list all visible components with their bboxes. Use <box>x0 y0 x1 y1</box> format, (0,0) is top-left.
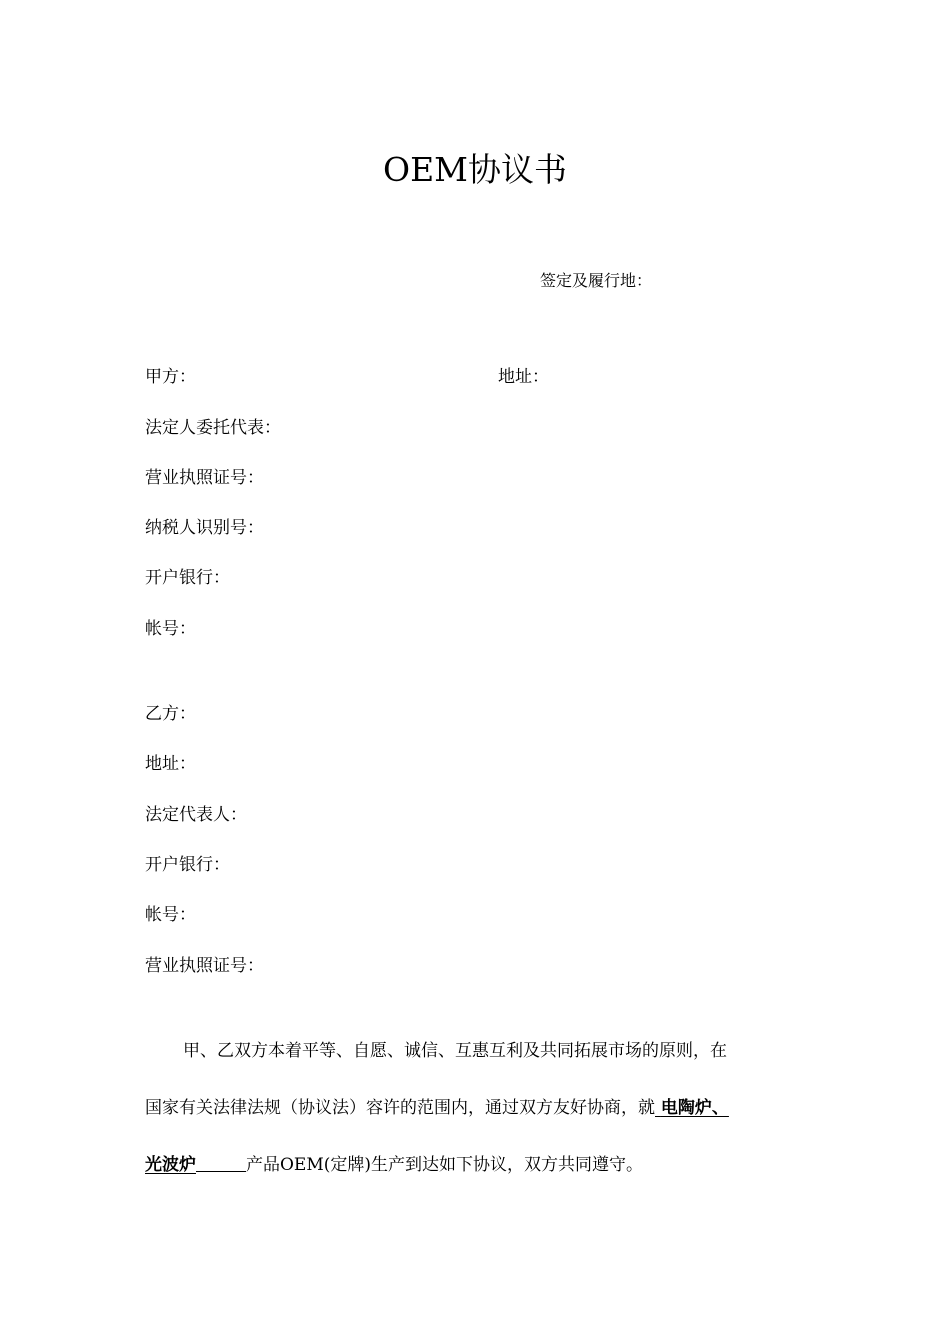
party-b-license-label: 营业执照证号： <box>145 956 264 976</box>
party-a-name-label: 甲方： <box>145 367 196 387</box>
document-title: OEM协议书 <box>383 150 567 189</box>
party-b-name-label: 乙方： <box>145 704 196 724</box>
body-line-2-text: 国家有关法律法规（协议法）容许的范围内，通过双方友好协商，就 <box>145 1098 655 1118</box>
party-b-address-label: 地址： <box>145 754 196 774</box>
party-b-legal-rep-label: 法定代表人： <box>145 805 247 825</box>
party-b-account-label: 帐号： <box>145 905 196 925</box>
body-line-3 <box>145 1153 810 1177</box>
party-b-bank-label: 开户银行： <box>145 855 230 875</box>
sign-place-label: 签定及履行地： <box>540 271 653 290</box>
body-line-3-text: 产品OEM(定牌)生产到达如下协议，双方共同遵守。 <box>246 1155 644 1175</box>
product-name-part-1-text: 电陶炉、 <box>660 1098 729 1118</box>
body-line-1-text: 甲、乙双方本着平等、自愿、诚信、互惠互利及共同拓展市场的原则，在 <box>183 1041 727 1061</box>
product-blank-underline <box>196 1153 246 1172</box>
party-a-account-label: 帐号： <box>145 619 196 639</box>
party-a-bank-label: 开户银行： <box>145 568 230 588</box>
party-a-address-label: 地址： <box>498 367 549 387</box>
body-line-1 <box>145 1039 810 1063</box>
product-name-part-1 <box>655 1098 729 1118</box>
body-line-2 <box>145 1096 810 1120</box>
party-a-license-label: 营业执照证号： <box>145 468 264 488</box>
party-a-tax-id-label: 纳税人识别号： <box>145 518 264 538</box>
party-a-legal-rep-label: 法定人委托代表： <box>145 418 281 438</box>
product-name-part-2: 光波炉 <box>145 1155 196 1175</box>
